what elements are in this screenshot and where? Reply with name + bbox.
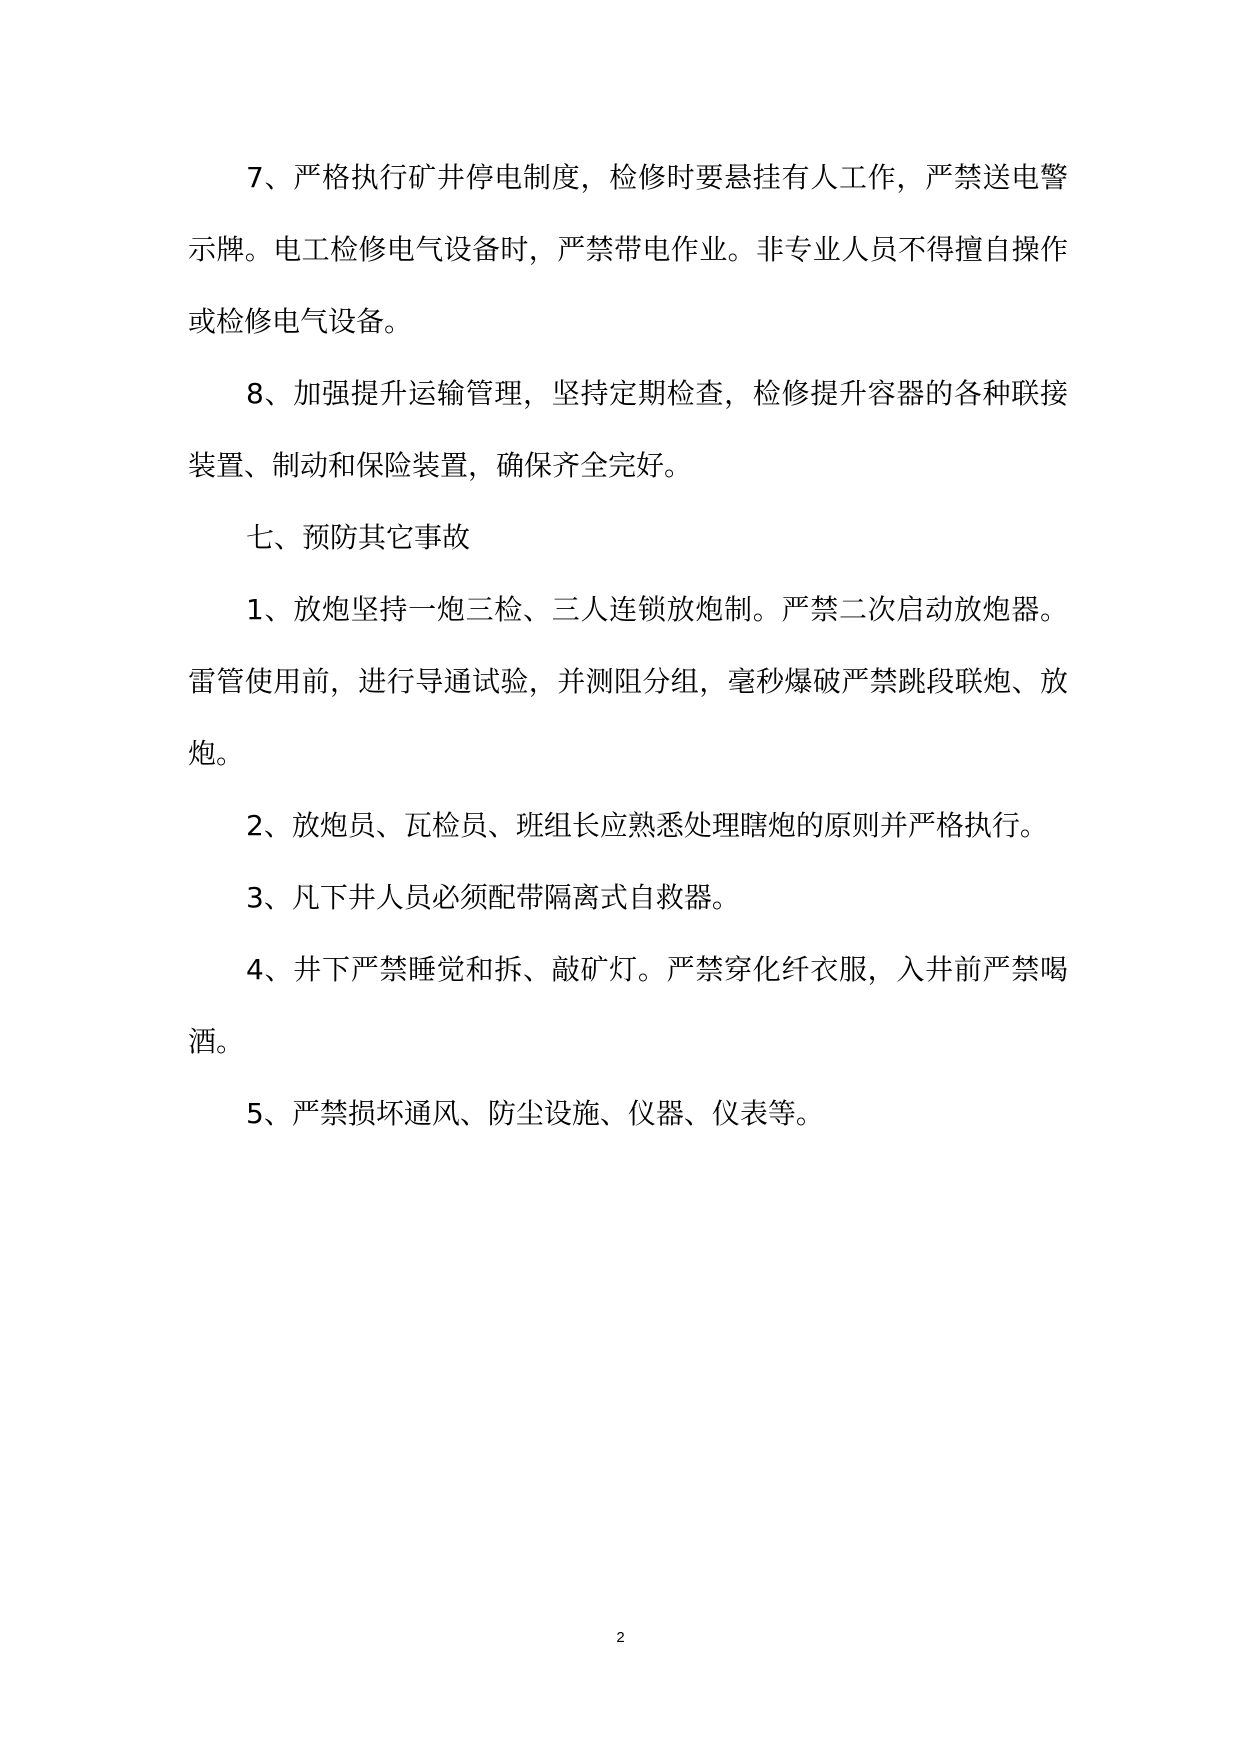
paragraph-item-2: 2、放炮员、瓦检员、班组长应熟悉处理瞎炮的原则并严格执行。 bbox=[246, 809, 1048, 842]
paragraph-item-5: 5、严禁损坏通风、防尘设施、仪器、仪表等。 bbox=[246, 1097, 824, 1130]
section-heading: 七、预防其它事故 bbox=[246, 521, 471, 554]
paragraph-item-3: 3、凡下井人员必须配带隔离式自救器。 bbox=[246, 881, 740, 914]
document-body bbox=[188, 142, 1068, 1150]
paragraph-item-7: 7、严格执行矿井停电制度，检修时要悬挂有人工作，严禁送电警示牌。电工检修电气设备时，严禁带电作业。非专业人员不得擅自操作或检修电气设备。 bbox=[188, 161, 1068, 338]
paragraph-item-8: 8、加强提升运输管理，坚持定期检查，检修提升容器的各种联接装置、制动和保险装置，确保齐全完好。 bbox=[188, 377, 1068, 482]
page-number: 2 bbox=[616, 1629, 625, 1646]
paragraph-item-4: 4、井下严禁睡觉和拆、敲矿灯。严禁穿化纤衣服，入井前严禁喝酒。 bbox=[188, 953, 1068, 1058]
paragraph-item-1: 1、放炮坚持一炮三检、三人连锁放炮制。严禁二次启动放炮器。雷管使用前，进行导通试验，并测阻分组，毫秒爆破严禁跳段联炮、放炮。 bbox=[188, 593, 1068, 770]
